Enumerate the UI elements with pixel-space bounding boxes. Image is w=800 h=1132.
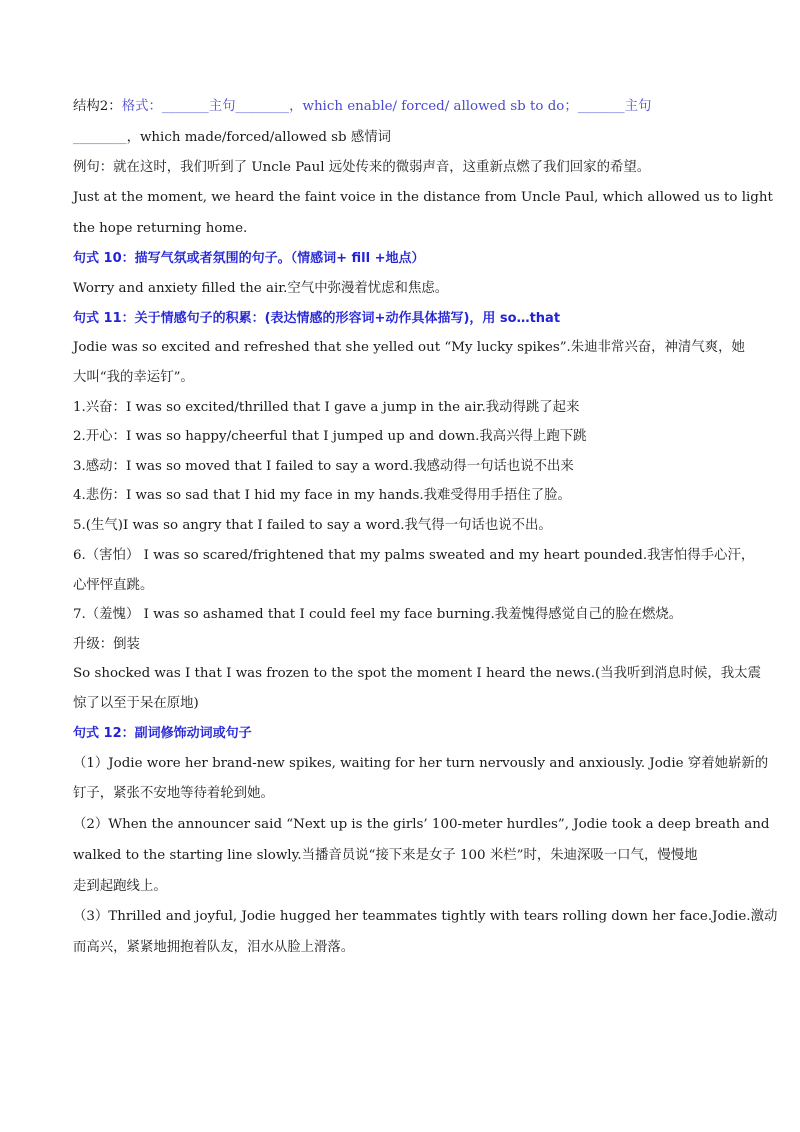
structure2-blank: ________ (73, 130, 127, 145)
pattern12-s3-line2: 而高兴，紧紧地拥抱着队友，泪水从脸上滑落。 (73, 940, 355, 955)
example-en-line2: the hope returning home. (73, 221, 248, 236)
upgrade-line2: 惊了以至于呆在原地) (73, 696, 199, 711)
emotion-item-6-line2: 心怦怦直跳。 (73, 578, 154, 593)
structure2-line1 (73, 97, 740, 117)
structure2-line2 (73, 128, 740, 148)
emotion-item-5: 5.(生气)I was so angry that I failed to say a word.我气得一句话也说不出。 (73, 518, 552, 533)
pattern11-title: 句式 11：关于情感句子的积累：(表达情感的形容词+动作具体描写)，用 so…that (73, 311, 561, 326)
pattern10-title: 句式 10：描写气氛或者氛围的句子。（情感词+ fill +地点） (73, 251, 425, 266)
emotion-item-3: 3.感动：I was so moved that I failed to say a word.我感动得一句话也说不出来 (73, 459, 574, 474)
pattern10-sentence: Worry and anxiety filled the air.空气中弥漫着忧虑和焦虑。 (73, 281, 449, 296)
pattern12-title: 句式 12：副词修饰动词或句子 (73, 726, 252, 741)
pattern12-s1-line1: （1）Jodie wore her brand-new spikes, waiting for her turn nervously and anxiously. Jodie 穿着她崭新的 (73, 756, 769, 771)
structure2-label: 结构2： (73, 99, 122, 114)
upgrade-label: 升级：倒装 (73, 637, 140, 652)
example-cn: 例句：就在这时，我们听到了 Uncle Paul 远处传来的微弱声音，这重新点燃了我们回家的希望。 (73, 160, 651, 175)
pattern12-s2-line1: （2）When the announcer said “Next up is the girls’ 100-meter hurdles”, Jodie took a deep breath and (73, 817, 770, 832)
structure2-format-rest: ，which made/forced/allowed sb 感情词 (126, 130, 392, 145)
pattern12-s2-line2: walked to the starting line slowly.当播音员说“接下来是女子 100 米栏”时，朱迪深吸一口气，慢慢地 (73, 848, 698, 863)
pattern11-intro-line1: Jodie was so excited and refreshed that she yelled out “My lucky spikes”.朱迪非常兴奋，神清气爽，她 (73, 340, 745, 355)
emotion-item-1: 1.兴奋：I was so excited/thrilled that I gave a jump in the air.我动得跳了起来 (73, 400, 580, 415)
emotion-item-4: 4.悲伤：I was so sad that I hid my face in my hands.我难受得用手捂住了脸。 (73, 488, 571, 503)
pattern12-s2-line3: 走到起跑线上。 (73, 879, 167, 894)
emotion-item-6-line1: 6.（害怕） I was so scared/frightened that my palms sweated and my heart pounded.我害怕得手心汗， (73, 548, 755, 563)
emotion-item-2: 2.开心：I was so happy/cheerful that I jumped up and down.我高兴得上跑下跳 (73, 429, 587, 444)
emotion-item-7: 7.（羞愧） I was so ashamed that I could feel my face burning.我羞愧得感觉自己的脸在燃烧。 (73, 607, 683, 622)
upgrade-line1: So shocked was I that I was frozen to the spot the moment I heard the news.(当我听到消息时候，我太震 (73, 666, 761, 681)
pattern12-s1-line2: 钉子，紧张不安地等待着轮到她。 (73, 786, 274, 801)
pattern12-s3-line1: （3）Thrilled and joyful, Jodie hugged her teammates tightly with tears rolling down her face.Jodie.激动 (73, 909, 778, 924)
pattern11-intro-line2: 大叫“我的幸运钉”。 (73, 370, 194, 385)
example-en-line1: Just at the moment, we heard the faint voice in the distance from Uncle Paul, which allowed us to light (73, 190, 773, 205)
structure2-format: 格式：_______主句________，which enable/ forced/ allowed sb to do；_______主句 (121, 99, 652, 114)
